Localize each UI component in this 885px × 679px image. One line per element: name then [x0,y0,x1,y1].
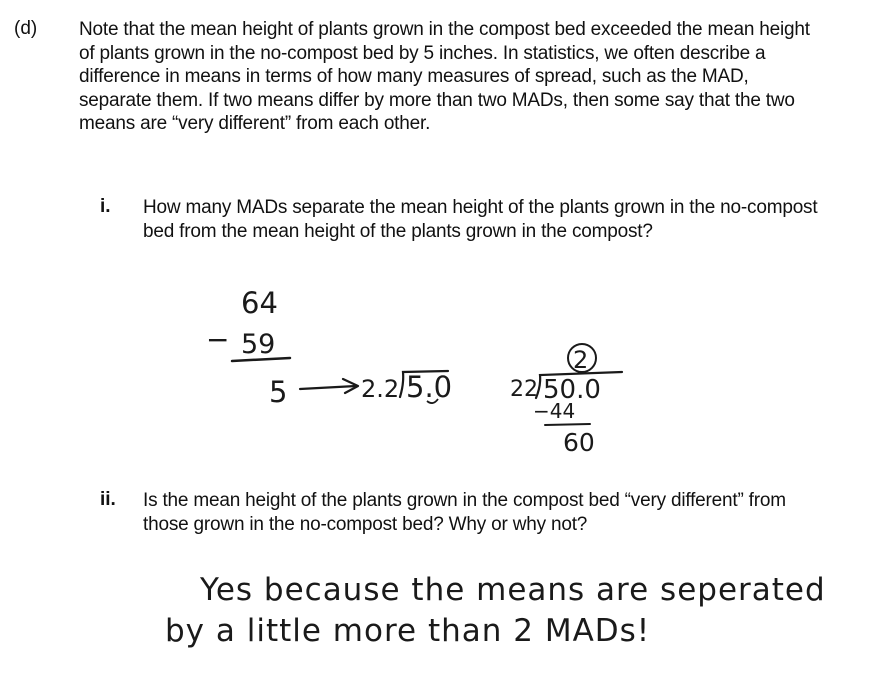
division-2-dividend: 50.0 [543,375,601,405]
division-1-dividend: 5.0 [406,370,453,404]
subquestion-ii-text: Is the mean height of the plants grown in the compost bed “very different” from those grown in the no-compost bed? Why or why not? [143,490,786,535]
subtraction-bottom: 59 [241,329,276,360]
part-label: (d) [14,18,38,39]
arrow-line [300,386,356,389]
subquestion-i-label: i. [100,196,111,217]
handwritten-answer-line-1: Yes because the means are seperated [200,572,826,608]
division-2-remainder: 60 [563,428,595,457]
division-2-quotient: 2 [573,346,589,374]
subtraction-top: 64 [241,286,278,320]
division-2-divisor: 22 [510,377,538,402]
subquestion-ii-label: ii. [100,489,116,510]
handwritten-answer-line-2: by a little more than 2 MADs! [165,613,651,649]
division-1-divisor: 2.2 [361,375,400,403]
division-2-underline [545,424,590,425]
subquestion-i-text: How many MADs separate the mean height of the plants grown in the no-compost bed from the mean height of the plants grown in the compost? [143,197,818,242]
subtraction-result: 5 [269,375,288,409]
division-2-subtract: −44 [533,399,576,423]
question-intro: Note that the mean height of plants grown in the compost bed exceeded the mean height of plants grown in the no-compost bed by 5 inches. In statistics, we often describe a difference in means in terms of how many measures of spread, such as the MAD, separate them. If two means differ by more than two MADs, then some say that the two means are “very different” from each other. [79,19,810,134]
subtraction-minus-sign: − [206,323,230,356]
